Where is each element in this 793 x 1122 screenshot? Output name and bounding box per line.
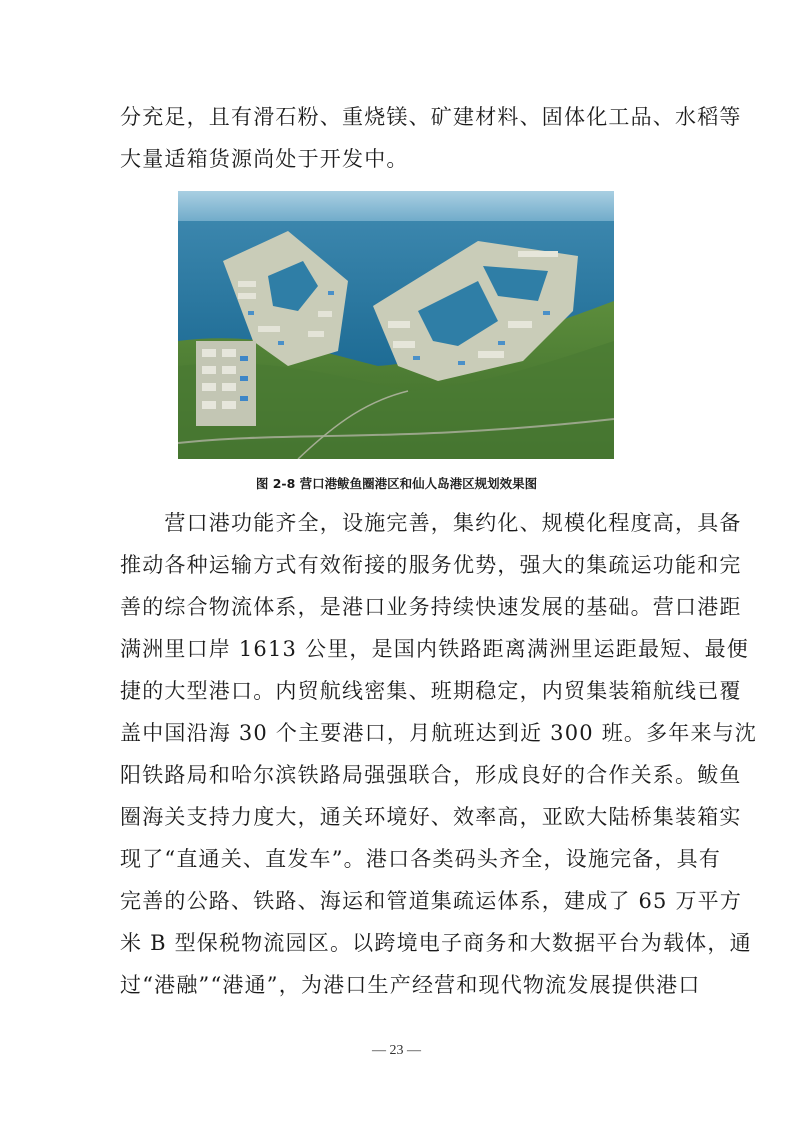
text-line: 营口港功能齐全，设施完善，集约化、规模化程度高，具备 xyxy=(120,511,742,535)
text-line: 现了“直通关、直发车”。港口各类码头齐全，设施完备，具有 xyxy=(120,847,722,871)
text-line: 满洲里口岸 1613 公里，是国内铁路距离满洲里运距最短、最便 xyxy=(120,637,749,661)
body-paragraph xyxy=(120,502,758,1006)
text-line: 大量适箱货源尚处于开发中。 xyxy=(120,147,409,171)
figure-caption: 图 2-8 营口港鲅鱼圈港区和仙人岛港区规划效果图 xyxy=(255,476,538,491)
text-line: 盖中国沿海 30 个主要港口，月航班达到近 300 班。多年来与沈 xyxy=(120,721,758,745)
page-number: — 23 — xyxy=(372,1043,421,1058)
port-plan-aerial-image xyxy=(178,191,614,459)
text-line: 阳铁路局和哈尔滨铁路局强强联合，形成良好的合作关系。鲅鱼 xyxy=(120,763,742,787)
text-line: 过“港融”“港通”，为港口生产经营和现代物流发展提供港口 xyxy=(120,973,701,997)
text-line: 圈海关支持力度大，通关环境好、效率高，亚欧大陆桥集装箱实 xyxy=(120,805,742,829)
text-line: 米 B 型保税物流园区。以跨境电子商务和大数据平台为载体，通 xyxy=(120,931,752,955)
text-line: 推动各种运输方式有效衔接的服务优势，强大的集疏运功能和完 xyxy=(120,553,742,577)
text-line: 完善的公路、铁路、海运和管道集疏运体系，建成了 65 万平方 xyxy=(120,889,743,913)
text-line: 分充足，且有滑石粉、重烧镁、矿建材料、固体化工品、水稻等 xyxy=(120,105,742,129)
text-line: 捷的大型港口。内贸航线密集、班期稳定，内贸集装箱航线已覆 xyxy=(120,679,742,703)
intro-paragraph xyxy=(120,96,742,180)
text-line: 善的综合物流体系，是港口业务持续快速发展的基础。营口港距 xyxy=(120,595,742,619)
